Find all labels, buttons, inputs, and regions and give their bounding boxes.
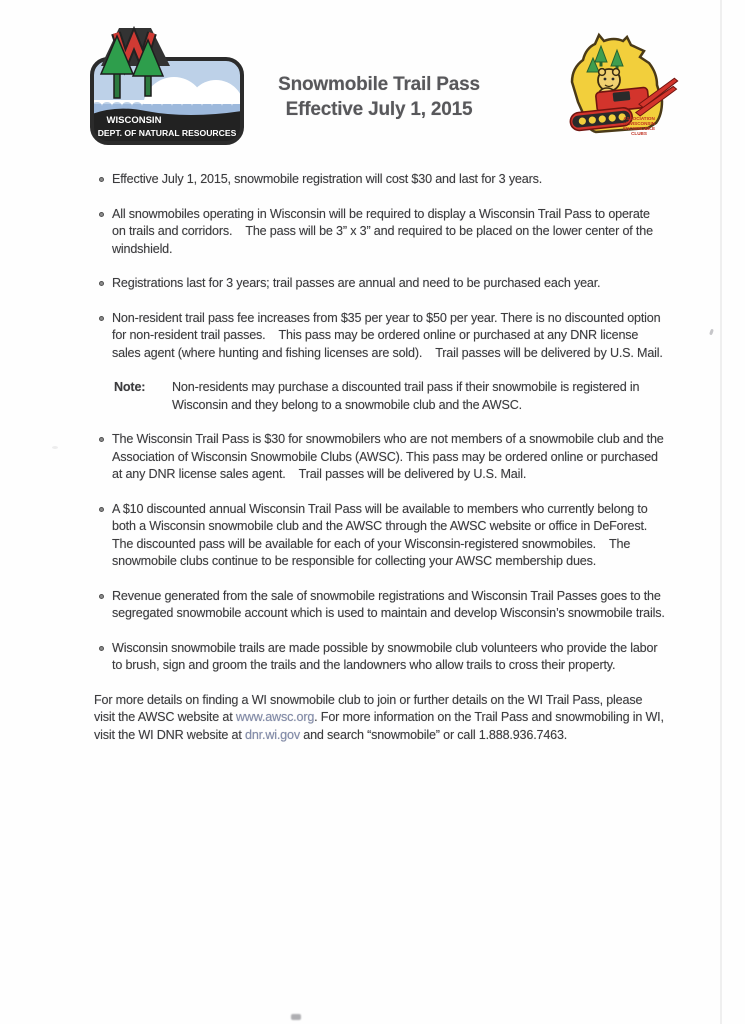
bullet-item-volunteers [94, 640, 666, 675]
page-title-line1: Snowmobile Trail Pass [278, 74, 480, 95]
awsc-logo [551, 28, 685, 146]
footer-text-segment: and search “snowmobile” or call 1.888.936.7463. [299, 727, 568, 742]
bullet-text: Effective July 1, 2015, snowmobile registration will cost $30 and last for 3 years. [112, 172, 543, 186]
document-body [94, 171, 666, 744]
awsc-logo-text-line2: of WISCONSIN [622, 121, 656, 126]
wisconsin-dnr-logo [88, 26, 246, 146]
bullet-item-registration-cost [94, 171, 666, 189]
awsc-website-link[interactable]: www.awsc.org [235, 710, 315, 724]
bullet-text: A $10 discounted annual Wisconsin Trail Pass will be available to members who currently belong to both a Wisconsin snowmobile club and the AWSC through the AWSC website or office in DeForest. The discounted pass will be available for each of your Wisconsin-registered snowmobiles. The snowmobile clubs continue to be responsible for collecting your AWSC membership dues. [112, 501, 661, 568]
note-text: Non-residents may purchase a discounted trail pass if their snowmobile is registered in Wisconsin and they belong to a snowmobile club and the AWSC. [172, 380, 643, 412]
scan-artifact-speck [709, 329, 714, 336]
dnr-website-link[interactable]: dnr.wi.gov [245, 727, 300, 742]
note-block [114, 379, 666, 414]
awsc-logo-graphic [551, 28, 685, 146]
dnr-logo-text-dept: DEPT. OF NATURAL RESOURCES [97, 128, 237, 138]
wisconsin-dnr-logo-graphic [88, 26, 246, 146]
bullet-text: Wisconsin snowmobile trails are made possible by snowmobile club volunteers who provide the labor to brush, sign and groom the trails and the landowners who allow trails to cross their property. [112, 640, 661, 672]
page-title-line2: Effective July 1, 2015 [285, 99, 473, 120]
bullet-item-nonresident-fee [94, 310, 666, 363]
bullet-text: Non-resident trail pass fee increases from $35 per year to $50 per year. There is no discounted option for non-resident trail passes. This pass may be ordered online or purchased at any DNR license sales agent (where hunting and fishing licenses are sold). Trail passes will be delivered by U.S. Mail. [112, 310, 664, 360]
note-label: Note: [114, 380, 146, 394]
footer-paragraph [94, 692, 666, 745]
footer-text-segment: For more details on finding a WI snowmobile club to join or further details on the WI Trail Pass, please visit the AWSC website at [94, 692, 646, 724]
bullet-text: All snowmobiles operating in Wisconsin will be required to display a Wisconsin Trail Pass to operate on trails and corridors. The pass will be 3” x 3” and required to be placed on the lower center of the windshield. [112, 206, 657, 256]
scan-artifact-speck [52, 446, 58, 449]
dnr-logo-text-wisconsin: WISCONSIN [106, 115, 162, 126]
awsc-logo-text-line3: SNOWMOBILE [622, 126, 656, 131]
bullet-item-discounted-pass [94, 501, 666, 571]
bullet-text: Revenue generated from the sale of snowmobile registrations and Wisconsin Trail Passes goes to the segregated snowmobile account which is used to maintain and develop Wisconsin’s snowmobile trails. [112, 588, 665, 620]
bullet-item-registration-duration [94, 275, 666, 293]
awsc-logo-text-line4: CLUBS [631, 131, 647, 136]
awsc-logo-text-line1: ASSOCIATION [623, 116, 655, 121]
bullet-item-display-requirement [94, 206, 666, 259]
bullet-item-revenue [94, 588, 666, 623]
bullet-text: The Wisconsin Trail Pass is $30 for snowmobilers who are not members of a snowmobile club and the Association of Wisconsin Snowmobile Clubs (AWSC). This pass may be ordered online or purchased at any DNR license sales agent. Trail passes will be delivered by U.S. Mail. [112, 432, 667, 481]
bullet-text: Registrations last for 3 years; trail passes are annual and need to be purchased each year. [112, 276, 601, 290]
bullet-item-trail-pass-price [94, 431, 666, 484]
scan-artifact-speck [291, 1014, 301, 1020]
page-title [244, 72, 514, 122]
scan-artifact-line [720, 0, 722, 1024]
footer-text-segment: . For more information on the Trail Pass and snowmobiling in WI, visit the WI DNR website at [94, 710, 668, 742]
